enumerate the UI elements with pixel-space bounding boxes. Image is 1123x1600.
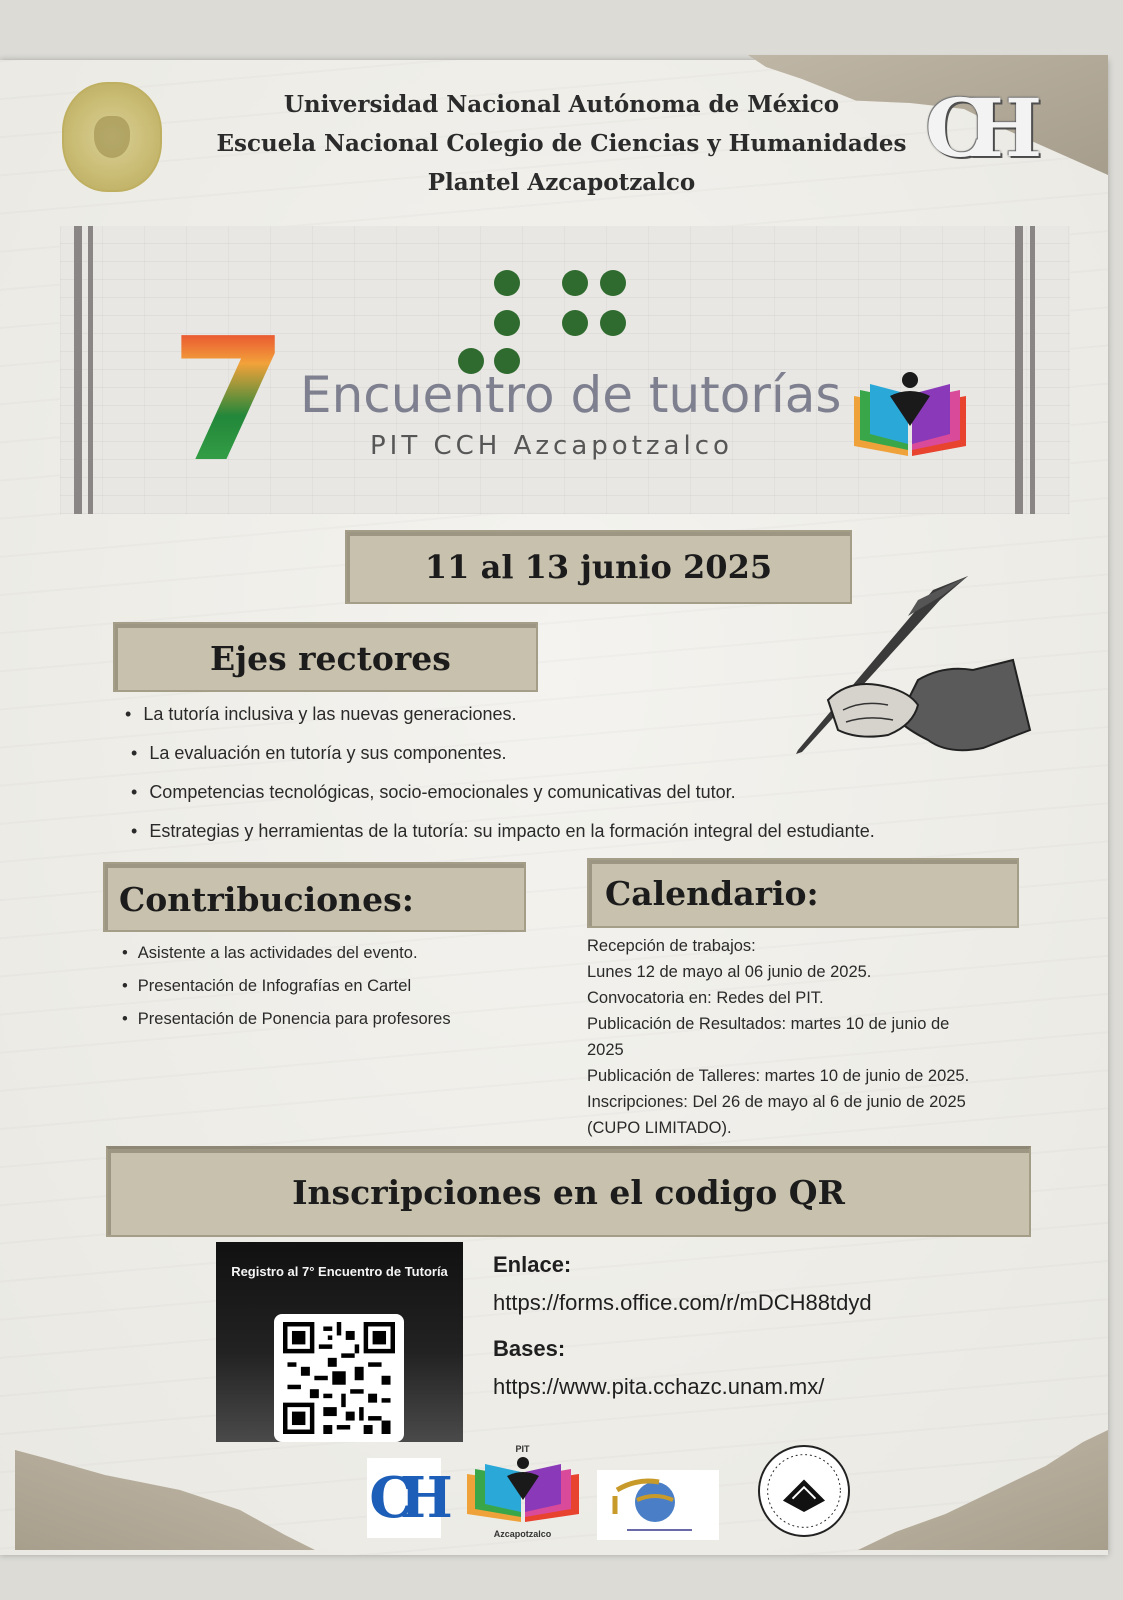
- pit-footer-logo: [460, 1444, 585, 1544]
- stacked-books-icon: [760, 1447, 848, 1535]
- globe-logo-icon: [597, 1470, 719, 1540]
- banner-bar-right-inner: [1015, 226, 1023, 514]
- calendar-line: (CUPO LIMITADO).: [587, 1119, 732, 1137]
- calendario-details: [587, 933, 1037, 1141]
- tutoring-system-logo: [597, 1470, 719, 1540]
- colegio-ciencias-humanidades-seal-icon: [758, 1445, 850, 1537]
- event-banner: [60, 226, 1070, 514]
- qr-code[interactable]: [274, 1314, 404, 1442]
- event-date-box: 11 al 13 junio 2025: [345, 530, 852, 604]
- list-item: • Asistente a las actividades del evento.: [122, 944, 451, 977]
- calendar-line: Publicación de Talleres: martes 10 de junio de 2025.: [587, 1067, 970, 1085]
- bases-url-link[interactable]: https://www.pita.cchazc.unam.mx/: [493, 1374, 825, 1399]
- header-line-university: Universidad Nacional Autónoma de México: [283, 91, 840, 118]
- list-item: • La tutoría inclusiva y las nuevas generaciones.: [125, 703, 875, 742]
- qr-registration-card: [216, 1242, 463, 1442]
- list-item: • Presentación de Ponencia para profesores: [122, 1010, 451, 1043]
- enlace-url-link[interactable]: https://forms.office.com/r/mDCH88tdyd: [493, 1290, 872, 1315]
- inscripciones-heading: Inscripciones en el codigo QR: [106, 1146, 1031, 1237]
- institution-header: [0, 81, 1123, 202]
- cch-logo-icon: CH: [925, 81, 1021, 175]
- registration-links: [493, 1252, 872, 1420]
- banner-bar-left-outer: [74, 226, 82, 514]
- banner-bar-right-outer: [1030, 226, 1035, 514]
- list-item: • Estrategias y herramientas de la tutoría: su impacto en la formación integral del estudiante.: [125, 820, 875, 859]
- pit-footer-text: Azcapotzalco: [493, 1529, 552, 1539]
- calendar-line: Lunes 12 de mayo al 06 junio de 2025.: [587, 963, 872, 981]
- calendar-line: Publicación de Resultados: martes 10 de junio de: [587, 1015, 950, 1033]
- pit-book-logo-icon: [463, 1454, 583, 1524]
- calendar-line: 2025: [587, 1041, 624, 1059]
- contribuciones-list: [122, 944, 451, 1043]
- pit-book-logo-icon: [850, 366, 970, 458]
- cch-footer-logo-icon: CH: [367, 1458, 441, 1538]
- calendar-line: Recepción de trabajos:: [587, 937, 756, 955]
- header-line-campus: Plantel Azcapotzalco: [427, 169, 696, 196]
- contribuciones-heading: Contribuciones:: [103, 862, 526, 932]
- event-subtitle: PIT CCH Azcapotzalco: [370, 431, 733, 461]
- enlace-label: Enlace:: [493, 1252, 572, 1277]
- banner-bar-left-inner: [88, 226, 93, 514]
- qr-code-icon: [282, 1322, 396, 1434]
- calendar-line: Inscripciones: Del 26 de mayo al 6 de junio de 2025: [587, 1093, 966, 1111]
- calendar-line: Convocatoria en: Redes del PIT.: [587, 989, 824, 1007]
- event-title: Encuentro de tutorías: [300, 366, 842, 424]
- calendario-heading: Calendario:: [587, 858, 1019, 928]
- list-item: • Competencias tecnológicas, socio-emocionales y comunicativas del tutor.: [125, 781, 875, 820]
- ejes-rectores-heading: Ejes rectores: [113, 622, 538, 692]
- edition-number: 7: [170, 302, 289, 500]
- bases-label: Bases:: [493, 1336, 566, 1361]
- list-item: • La evaluación en tutoría y sus componentes.: [125, 742, 875, 781]
- list-item: • Presentación de Infografías en Cartel: [122, 977, 451, 1010]
- qr-card-label: Registro al 7° Encuentro de Tutoría: [231, 1264, 448, 1279]
- header-line-school: Escuela Nacional Colegio de Ciencias y Humanidades: [216, 130, 907, 157]
- ejes-rectores-list: [125, 703, 875, 859]
- pit-tag: PIT: [515, 1444, 530, 1454]
